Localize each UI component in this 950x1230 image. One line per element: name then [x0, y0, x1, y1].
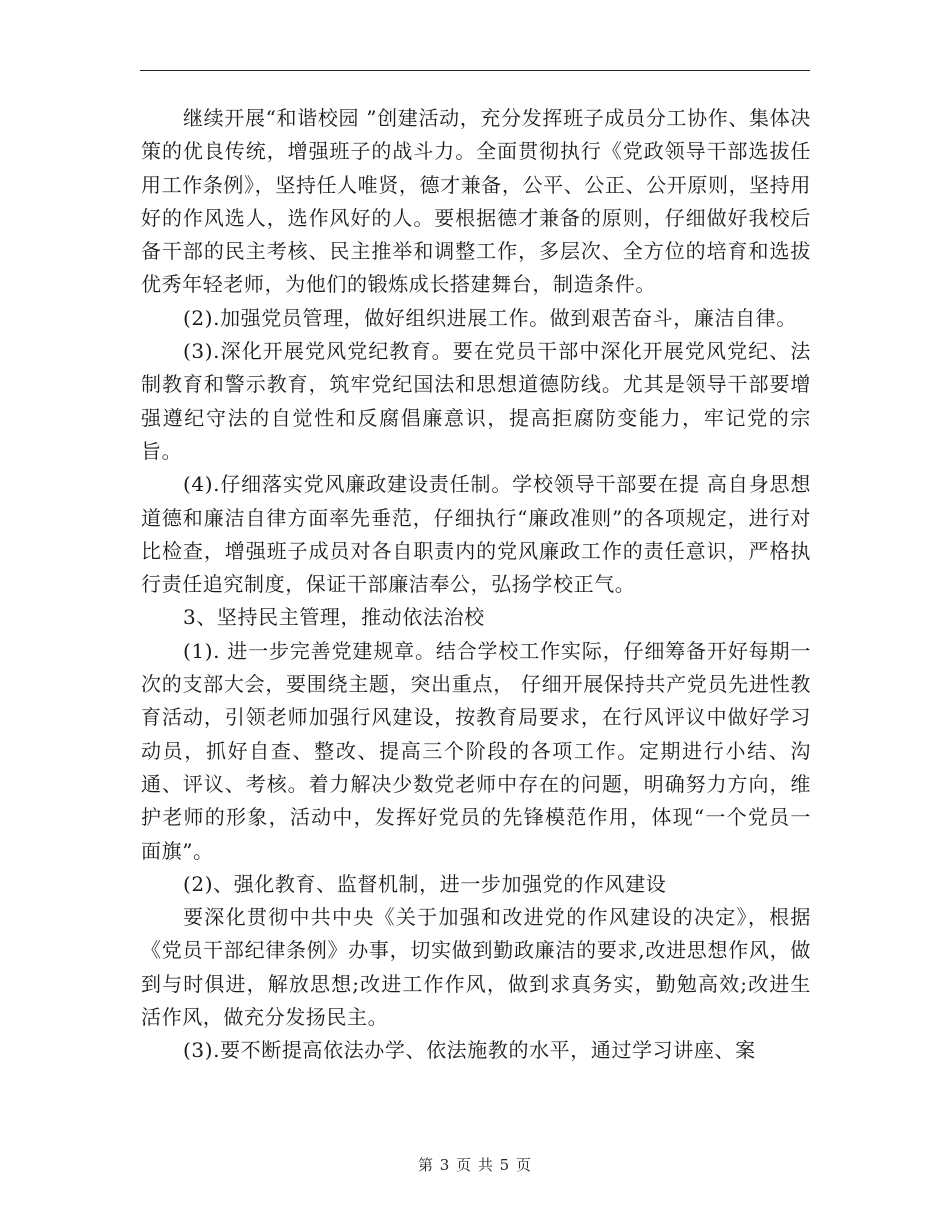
- section-heading: 3、坚持民主管理，推动依法治校: [183, 605, 485, 630]
- paragraph: (2).加强党员管理，做好组织进展工作。做到艰苦奋斗，廉洁自律。: [183, 305, 797, 330]
- header-rule: [140, 70, 810, 71]
- paragraph: 继续开展“和谐校园 ”创建活动，充分发挥班子成员分工协作、集体决策的优良传统，增强班子的战斗力。全面贯彻执行《党政领导干部选拔任用工作条例》，坚持任人唯贤，德才兼备，公平、公正、公开原则，坚持用好的作风选人，选作风好的人。要根据德才兼备的原则，仔细做好我校后备干部的民主考核、民主推举和调整工作，多层次、全方位的培育和选拔优秀年轻老师，为他们的锻炼成长搭建舞台，制造条件。: [141, 106, 811, 297]
- paragraph: 要深化贯彻中共中央《关于加强和改进党的作风建设的决定》，根据《党员干部纪律条例》办事，切实做到勤政廉洁的要求,改进思想作风，做到与时俱进，解放思想;改进工作作风，做到求真务实，勤勉高效;改进生活作风，做充分发扬民主。: [141, 905, 811, 1030]
- paragraph: (1). 进一步完善党建规章。结合学校工作实际，仔细筹备开好每期一次的支部大会，要围绕主题，突出重点， 仔细开展保持共产党员先进性教育活动，引领老师加强行风建设，按教育局要求，在行风评议中做好学习动员，抓好自查、整改、提高三个阶段的各项工作。定期进行小结、沟通、评议、考核。着力解决少数党老师中存在的问题，明确努力方向，维护老师的形象，活动中，发挥好党员的先锋模范作用，体现“一个党员一面旗”。: [141, 638, 811, 863]
- paragraph: (4).仔细落实党风廉政建设责任制。学校领导干部要在提 高自身思想道德和廉洁自律方面率先垂范，仔细执行“廉政准则”的各项规定，进行对比检查，增强班子成员对各自职责内的党风廉政工作的责任意识，严格执行责任追究制度，保证干部廉洁奉公，弘扬学校正气。: [141, 472, 811, 597]
- paragraph: (3).深化开展党风党纪教育。要在党员干部中深化开展党风党纪、法制教育和警示教育，筑牢党纪国法和思想道德防线。尤其是领导干部要增强遵纪守法的自觉性和反腐倡廉意识，提高拒腐防变能力，牢记党的宗旨。: [141, 339, 811, 463]
- page-footer: 第 3 页 共 5 页: [418, 1156, 532, 1174]
- subsection-heading: (2)、强化教育、监督机制，进一步加强党的作风建设: [183, 871, 667, 896]
- paragraph: (3).要不断提高依法办学、依法施教的水平，通过学习讲座、案: [183, 1038, 756, 1063]
- document-body: [141, 102, 811, 1068]
